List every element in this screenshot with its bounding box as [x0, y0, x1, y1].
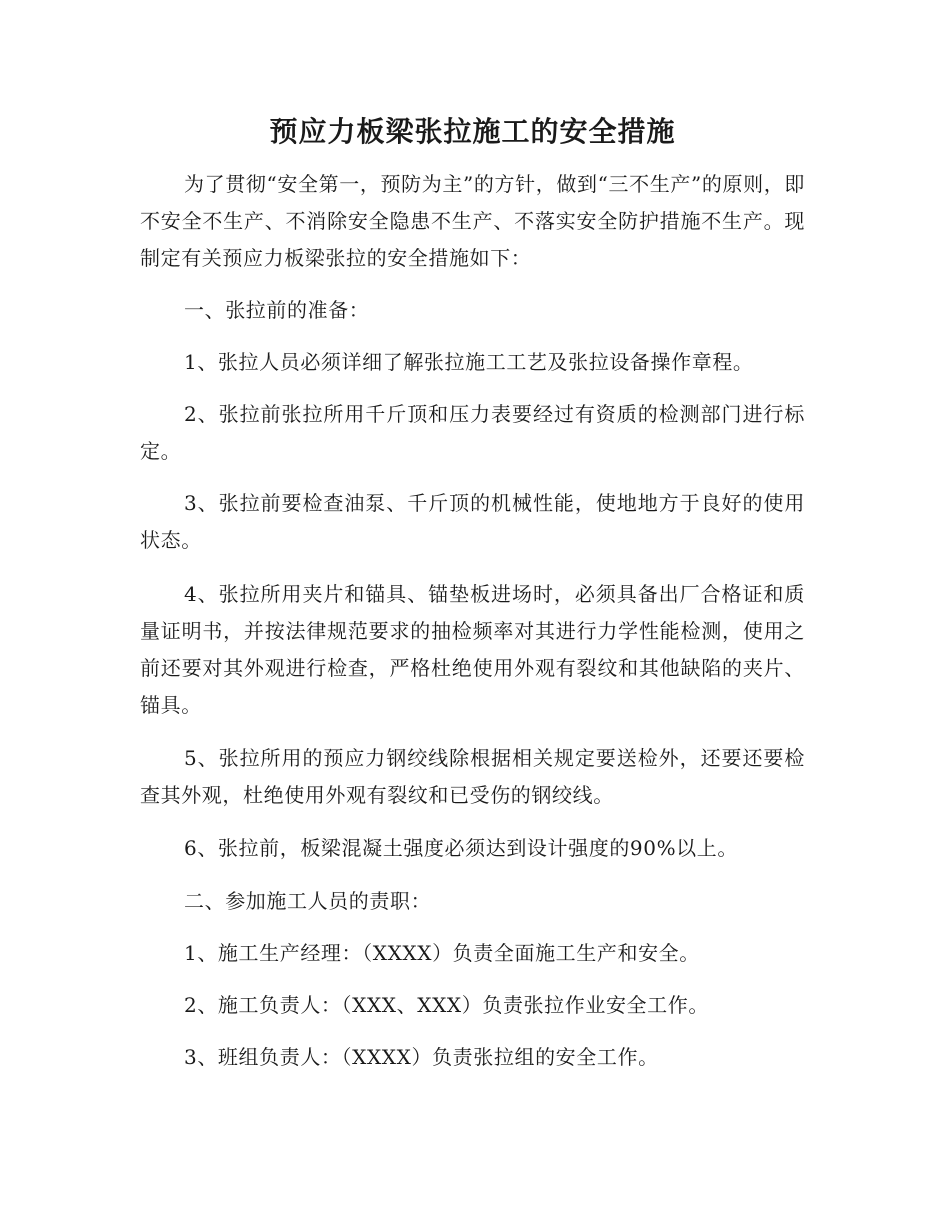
section-2-heading: 二、参加施工人员的责职：	[184, 889, 432, 913]
section-2-item-3: 3、班组负责人：（XXXX）负责张拉组的安全工作。	[184, 1045, 659, 1069]
section-1-item-5: 5、张拉所用的预应力钢绞线除根据相关规定要送检外，还要还要检查其外观，杜绝使用外观有裂纹和已受伤的钢绞线。	[140, 746, 805, 807]
section-1-item-6: 6、张拉前，板梁混凝土强度必须达到设计强度的90%以上。	[184, 836, 738, 860]
section-1-item-4: 4、张拉所用夹片和锚具、锚垫板进场时，必须具备出厂合格证和质量证明书，并按法律规范要求的抽检频率对其进行力学性能检测，使用之前还要对其外观进行检查，严格杜绝使用外观有裂纹和其他缺陷的夹片、锚具。	[140, 582, 805, 717]
section-1-item-1: 1、张拉人员必须详细了解张拉施工工艺及张拉设备操作章程。	[184, 350, 754, 374]
section-2-item-1: 1、施工生产经理：（XXXX）负责全面施工生产和安全。	[184, 941, 700, 965]
section-1-heading: 一、张拉前的准备：	[184, 298, 370, 322]
section-1-item-2: 2、张拉前张拉所用千斤顶和压力表要经过有资质的检测部门进行标定。	[140, 402, 805, 463]
intro-paragraph: 为了贯彻“安全第一，预防为主”的方针，做到“三不生产”的原则，即不安全不生产、不消除安全隐患不生产、不落实安全防护措施不生产。现制定有关预应力板梁张拉的安全措施如下：	[140, 172, 805, 270]
section-1-item-3: 3、张拉前要检查油泵、千斤顶的机械性能，使地地方于良好的使用状态。	[140, 491, 805, 552]
section-2-item-2: 2、施工负责人：（XXX、XXX）负责张拉作业安全工作。	[184, 993, 709, 1017]
document-title: 预应力板梁张拉施工的安全措施	[269, 115, 676, 148]
